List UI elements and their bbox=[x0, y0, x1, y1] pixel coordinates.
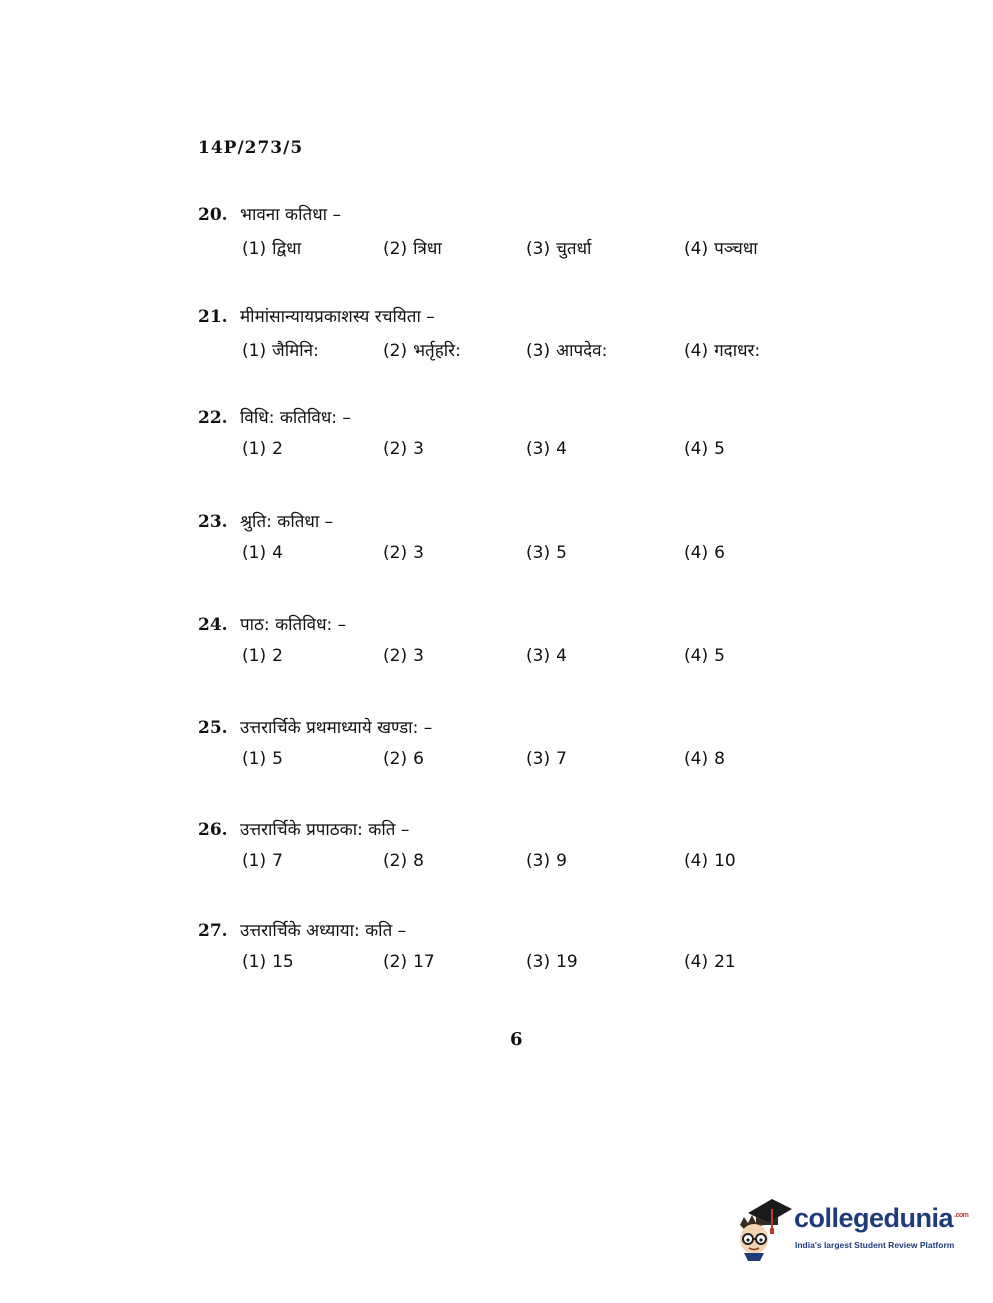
option-4: (4) 6 bbox=[684, 543, 725, 563]
option-4: (4) 5 bbox=[684, 439, 725, 459]
option-2: (2) 3 bbox=[383, 439, 424, 459]
question-text: उत्तरार्चिके प्रथमाध्याये खण्डा: – bbox=[240, 718, 433, 738]
option-3: (3) 5 bbox=[526, 543, 567, 563]
question-number: 22. bbox=[198, 408, 228, 428]
option-2: (2) भर्तृहरि: bbox=[383, 341, 461, 361]
question-text: भावना कतिधा – bbox=[240, 205, 341, 225]
brand-domain: .com bbox=[954, 1212, 969, 1219]
brand-name: collegedunia$^{.com}$ bbox=[794, 1203, 969, 1233]
paper-code: 14P/273/5 bbox=[198, 138, 304, 158]
question-text: पाठ: कतिविध: – bbox=[240, 615, 347, 635]
option-1: (1) द्विधा bbox=[242, 239, 302, 259]
option-2: (2) 6 bbox=[383, 749, 424, 769]
option-3: (3) 7 bbox=[526, 749, 567, 769]
option-3: (3) 4 bbox=[526, 646, 567, 666]
question-22 bbox=[198, 405, 818, 485]
question-27 bbox=[198, 918, 818, 998]
option-4: (4) 5 bbox=[684, 646, 725, 666]
collegedunia-watermark bbox=[734, 1195, 969, 1263]
question-26 bbox=[198, 817, 818, 897]
option-1: (1) 15 bbox=[242, 952, 294, 972]
page-number: 6 bbox=[510, 1029, 523, 1050]
question-text: उत्तरार्चिके प्रपाठका: कति – bbox=[240, 820, 410, 840]
question-number: 27. bbox=[198, 921, 228, 941]
option-3: (3) 4 bbox=[526, 439, 567, 459]
option-2: (2) 17 bbox=[383, 952, 435, 972]
option-4: (4) गदाधर: bbox=[684, 341, 761, 361]
question-number: 24. bbox=[198, 615, 228, 635]
option-1: (1) जैमिनि: bbox=[242, 341, 319, 361]
question-21 bbox=[198, 304, 818, 384]
option-4: (4) 10 bbox=[684, 851, 736, 871]
option-2: (2) 3 bbox=[383, 646, 424, 666]
option-4: (4) पञ्चधा bbox=[684, 239, 758, 259]
question-number: 26. bbox=[198, 820, 228, 840]
question-number: 20. bbox=[198, 205, 228, 225]
question-24 bbox=[198, 612, 818, 692]
option-2: (2) त्रिधा bbox=[383, 239, 442, 259]
option-3: (3) आपदेव: bbox=[526, 341, 608, 361]
option-2: (2) 3 bbox=[383, 543, 424, 563]
question-25 bbox=[198, 715, 818, 795]
question-text: श्रुति: कतिधा – bbox=[240, 512, 334, 532]
option-1: (1) 2 bbox=[242, 646, 283, 666]
brand-tagline: India's largest Student Review Platform bbox=[795, 1240, 955, 1250]
option-3: (3) 9 bbox=[526, 851, 567, 871]
student-mascot-icon bbox=[734, 1195, 794, 1263]
option-1: (1) 5 bbox=[242, 749, 283, 769]
option-3: (3) चुतर्धा bbox=[526, 239, 592, 259]
option-1: (1) 7 bbox=[242, 851, 283, 871]
option-1: (1) 2 bbox=[242, 439, 283, 459]
option-4: (4) 21 bbox=[684, 952, 736, 972]
question-text: उत्तरार्चिके अध्याया: कति – bbox=[240, 921, 407, 941]
question-23 bbox=[198, 509, 818, 589]
question-number: 21. bbox=[198, 307, 228, 327]
option-4: (4) 8 bbox=[684, 749, 725, 769]
option-2: (2) 8 bbox=[383, 851, 424, 871]
option-3: (3) 19 bbox=[526, 952, 578, 972]
option-1: (1) 4 bbox=[242, 543, 283, 563]
question-text: विधि: कतिविध: – bbox=[240, 408, 351, 428]
question-text: मीमांसान्यायप्रकाशस्य रचयिता – bbox=[240, 307, 435, 327]
question-number: 25. bbox=[198, 718, 228, 738]
question-20 bbox=[198, 202, 818, 282]
question-number: 23. bbox=[198, 512, 228, 532]
